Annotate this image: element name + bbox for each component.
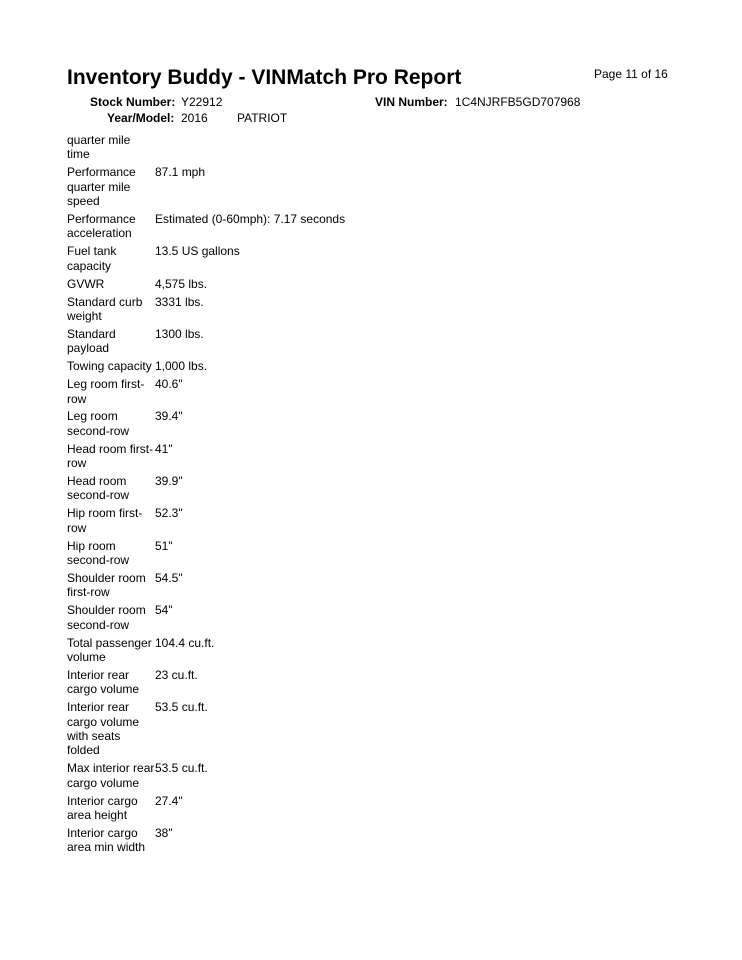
spec-value: 13.5 US gallons bbox=[155, 244, 240, 259]
spec-row bbox=[67, 794, 345, 823]
spec-value: 39.4" bbox=[155, 409, 183, 424]
spec-label: Performance quarter mile speed bbox=[67, 165, 136, 209]
spec-label: Leg room first-row bbox=[67, 377, 145, 406]
spec-row bbox=[67, 295, 345, 324]
spec-label: Head room second-row bbox=[67, 474, 130, 503]
spec-label: Shoulder room second-row bbox=[67, 603, 146, 632]
spec-value: 52.3" bbox=[155, 506, 183, 521]
spec-row bbox=[67, 442, 345, 471]
spec-row bbox=[67, 165, 345, 208]
spec-row bbox=[67, 409, 345, 438]
spec-row bbox=[67, 506, 345, 535]
spec-label: Interior rear cargo volume with seats folded bbox=[67, 700, 140, 758]
spec-row bbox=[67, 571, 345, 600]
spec-label: Interior rear cargo volume bbox=[67, 667, 140, 697]
spec-value: 38" bbox=[155, 825, 173, 840]
spec-row bbox=[67, 700, 345, 758]
spec-row bbox=[67, 826, 345, 855]
spec-value: 53.5 cu.ft. bbox=[155, 700, 208, 715]
spec-label: Performance acceleration bbox=[67, 212, 136, 241]
spec-value: 87.1 mph bbox=[155, 165, 206, 180]
spec-row bbox=[67, 603, 345, 632]
spec-label: quarter mile time bbox=[67, 133, 131, 162]
spec-value: 41" bbox=[155, 441, 173, 456]
spec-label: Interior cargo area min width bbox=[67, 825, 146, 855]
vin-number-value: 1C4NJRFB5GD707968 bbox=[455, 95, 581, 109]
spec-label: Hip room first-row bbox=[67, 506, 143, 535]
report-title: Inventory Buddy - VINMatch Pro Report bbox=[67, 66, 462, 89]
spec-row bbox=[67, 761, 345, 790]
page-number: Page 11 of 16 bbox=[594, 67, 668, 81]
model-value: PATRIOT bbox=[237, 111, 288, 125]
spec-label: Leg room second-row bbox=[67, 409, 130, 438]
spec-label: Max interior rear cargo volume bbox=[67, 761, 155, 790]
spec-row bbox=[67, 359, 345, 373]
vin-number-label: VIN Number: bbox=[375, 95, 448, 109]
spec-value: 40.6" bbox=[155, 377, 183, 392]
spec-row bbox=[67, 377, 345, 406]
spec-value: 104.4 cu.ft. bbox=[155, 635, 215, 650]
spec-label: Fuel tank capacity bbox=[67, 244, 117, 273]
spec-value: Estimated (0-60mph): 7.17 seconds bbox=[155, 212, 346, 227]
stock-number-value: Y22912 bbox=[181, 95, 223, 109]
spec-label: Towing capacity bbox=[67, 359, 152, 374]
spec-label: Total passenger volume bbox=[67, 635, 152, 664]
spec-row bbox=[67, 327, 345, 356]
spec-row bbox=[67, 668, 345, 697]
spec-value: 3331 lbs. bbox=[155, 294, 204, 309]
spec-row bbox=[67, 636, 345, 665]
spec-row bbox=[67, 133, 345, 162]
spec-label: Standard payload bbox=[67, 326, 116, 356]
spec-value: 54.5" bbox=[155, 570, 183, 585]
spec-value: 54" bbox=[155, 603, 173, 618]
spec-row bbox=[67, 474, 345, 503]
spec-list bbox=[67, 133, 345, 858]
spec-value: 1300 lbs. bbox=[155, 326, 204, 341]
spec-row bbox=[67, 212, 345, 241]
spec-value: 51" bbox=[155, 538, 173, 553]
spec-label: Interior cargo area height bbox=[67, 793, 138, 823]
spec-value: 23 cu.ft. bbox=[155, 667, 198, 682]
spec-row bbox=[67, 539, 345, 568]
spec-value: 27.4" bbox=[155, 793, 183, 808]
spec-value: 4,575 lbs. bbox=[155, 276, 208, 291]
year-model-label: Year/Model: bbox=[107, 111, 175, 125]
spec-row bbox=[67, 244, 345, 273]
spec-label: Shoulder room first-row bbox=[67, 570, 146, 600]
spec-label: GVWR bbox=[67, 276, 105, 291]
spec-value: 53.5 cu.ft. bbox=[155, 761, 208, 776]
spec-label: Standard curb weight bbox=[67, 294, 143, 323]
spec-label: Hip room second-row bbox=[67, 538, 130, 568]
spec-row bbox=[67, 277, 345, 291]
spec-value: 39.9" bbox=[155, 474, 183, 489]
stock-number-label: Stock Number: bbox=[90, 95, 176, 109]
spec-label: Head room first-row bbox=[67, 441, 154, 471]
year-value: 2016 bbox=[181, 111, 208, 125]
spec-value: 1,000 lbs. bbox=[155, 359, 208, 374]
